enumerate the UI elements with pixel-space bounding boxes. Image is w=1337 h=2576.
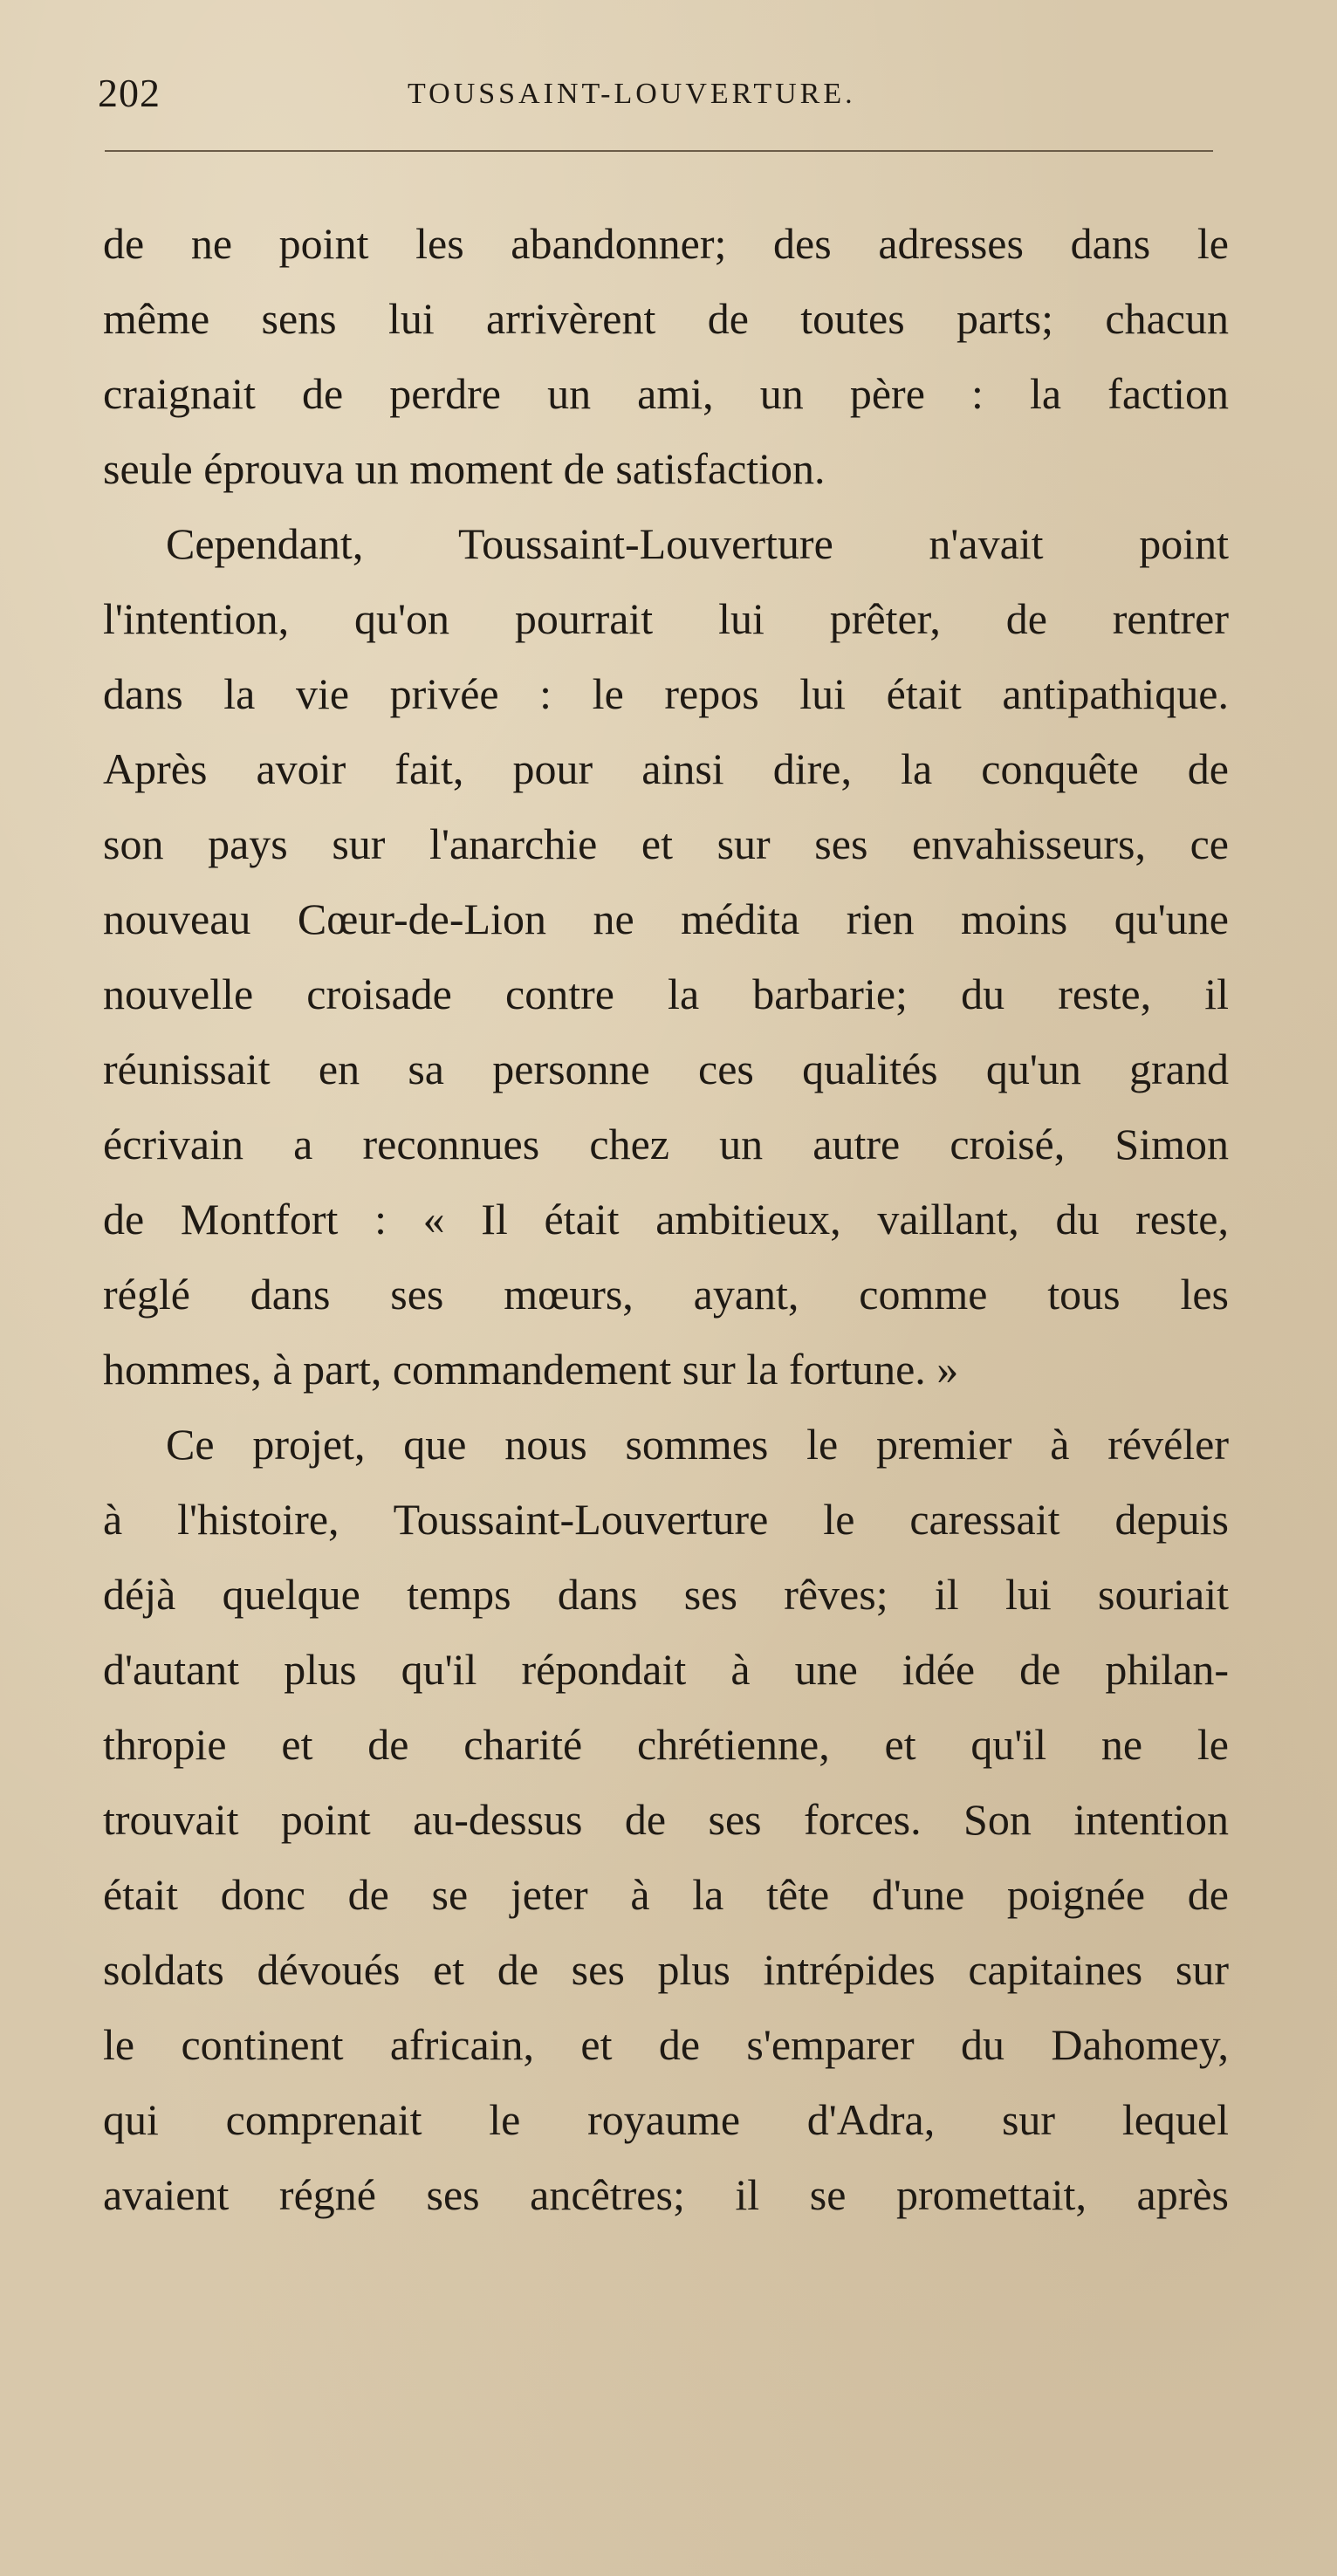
text-line: l'intention, qu'on pourrait lui prêter, de rentrer xyxy=(103,594,1229,643)
text-line: Cependant, Toussaint-Louverture n'avait point xyxy=(166,519,1229,568)
text-line: réglé dans ses mœurs, ayant, comme tous les xyxy=(103,1270,1229,1319)
running-head xyxy=(98,70,1213,131)
text-line: nouvelle croisade contre la barbarie; du reste, il xyxy=(103,969,1229,1018)
text-line: déjà quelque temps dans ses rêves; il lui souriait xyxy=(103,1570,1229,1619)
text-line: le continent africain, et de s'emparer du Dahomey, xyxy=(103,2020,1229,2069)
text-line: seule éprouva un moment de satisfaction. xyxy=(103,444,826,493)
text-line: d'autant plus qu'il répondait à une idée de philan- xyxy=(103,1645,1229,1694)
text-line: Après avoir fait, pour ainsi dire, la conquête de xyxy=(103,744,1229,793)
text-line: thropie et de charité chrétienne, et qu'il ne le xyxy=(103,1720,1229,1769)
page-number: 202 xyxy=(98,71,161,115)
text-line: réunissait en sa personne ces qualités qu'un grand xyxy=(103,1045,1229,1093)
body-text xyxy=(103,206,1229,2232)
text-line: était donc de se jeter à la tête d'une poignée de xyxy=(103,1870,1229,1919)
text-line: soldats dévoués et de ses plus intrépides capitaines sur xyxy=(103,1945,1229,1994)
text-line: avaient régné ses ancêtres; il se promettait, après xyxy=(103,2170,1229,2219)
text-line: qui comprenait le royaume d'Adra, sur lequel xyxy=(103,2095,1229,2144)
text-line: à l'histoire, Toussaint-Louverture le caressait depuis xyxy=(103,1495,1229,1544)
header-rule xyxy=(105,150,1213,152)
text-line: écrivain a reconnues chez un autre croisé, Simon xyxy=(103,1120,1229,1168)
text-line: de Montfort : « Il était ambitieux, vaillant, du reste, xyxy=(103,1195,1229,1243)
running-title: TOUSSAINT-LOUVERTURE. xyxy=(408,78,856,110)
text-line: nouveau Cœur-de-Lion ne médita rien moins qu'une xyxy=(103,894,1229,943)
text-line: trouvait point au-dessus de ses forces. Son intention xyxy=(103,1795,1229,1844)
text-line: de ne point les abandonner; des adresses dans le xyxy=(103,219,1229,268)
text-line: Ce projet, que nous sommes le premier à révéler xyxy=(166,1420,1229,1469)
text-line: craignait de perdre un ami, un père : la faction xyxy=(103,369,1229,418)
text-line: hommes, à part, commandement sur la fortune. » xyxy=(103,1345,959,1394)
text-line: dans la vie privée : le repos lui était antipathique. xyxy=(103,669,1229,718)
text-line: même sens lui arrivèrent de toutes parts; chacun xyxy=(103,294,1229,343)
text-line: son pays sur l'anarchie et sur ses envahisseurs, ce xyxy=(103,819,1229,868)
